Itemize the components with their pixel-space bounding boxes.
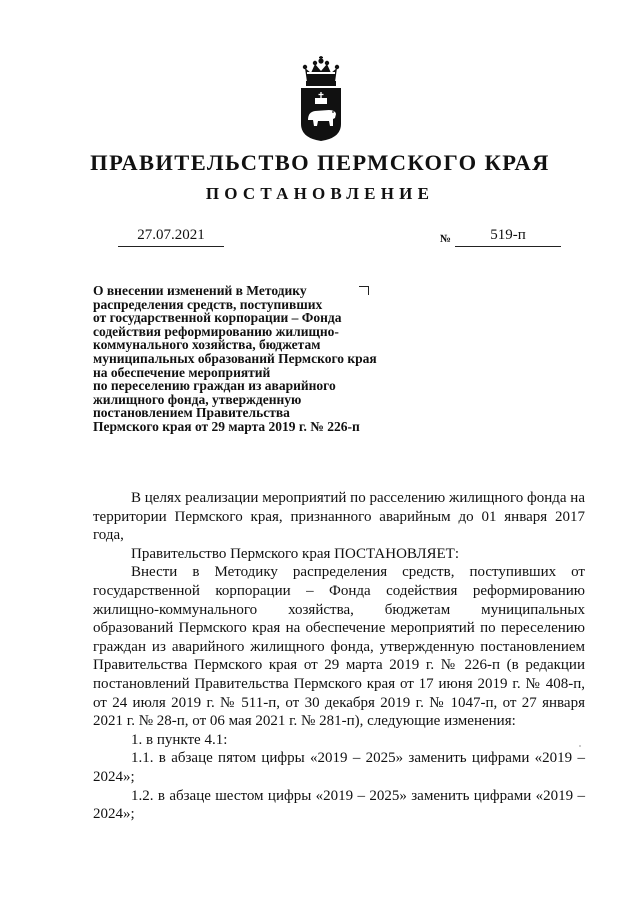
subject-line: распределения средств, поступивших <box>93 296 323 312</box>
subject-line: постановлением Правительства <box>93 405 290 421</box>
document-number: 519-п <box>455 224 561 247</box>
subject-line: на обеспечение мероприятий <box>93 364 271 380</box>
subject-line: от государственной корпорации – Фонда <box>93 310 342 326</box>
subject-line: муниципальных образований Пермского края <box>93 350 377 366</box>
paragraph-item-1-2: 1.2. в абзаце шестом цифры «2019 – 2025» заменить цифрами «2019 – 2024»; <box>93 787 585 823</box>
document-body <box>93 489 585 824</box>
coat-of-arms-icon <box>298 56 344 142</box>
scan-speck <box>579 745 581 747</box>
paragraph-resolves: Правительство Пермского края ПОСТАНОВЛЯЕТ: <box>131 545 460 562</box>
document-type: ПОСТАНОВЛЕНИЕ <box>205 184 435 203</box>
subject-line: О внесении изменений в Методику <box>93 283 307 298</box>
document-date: 27.07.2021 <box>118 224 224 247</box>
subject-line: жилищного фонда, утвержденную <box>93 391 302 407</box>
paragraph-item-1: 1. в пункте 4.1: <box>131 731 228 748</box>
organization-title: ПРАВИТЕЛЬСТВО ПЕРМСКОГО КРАЯ <box>90 150 550 175</box>
paragraph-amendment: Внести в Методику распределения средств, поступивших от государственной корпорации – Фонда содействия реформированию жилищно-коммунального хозяйства, бюджетам муниципальных образований Пермского края на обеспечение мероприятий по переселению граждан из аварийного жилищного фонда, утвержденную постановлением Правительства Пермского края от 29 марта 2019 г. № 226-п (в редакции постановлений Правительства Пермского края от 17 июня 2019 г. № 408-п, от 24 июля 2019 г. № 511-п, от 30 декабря 2019 г. № 1047-п, от 27 января 2021 г. № 28-п, от 06 мая 2021 г. № 281-п), следующие изменения: <box>93 564 585 730</box>
subject-line: коммунального хозяйства, бюджетам <box>93 337 321 353</box>
subject-line: Пермского края от 29 марта 2019 г. № 226-п <box>93 418 360 434</box>
document-subject <box>93 284 423 434</box>
number-label: № <box>440 233 452 245</box>
subject-line: содействия реформированию жилищно- <box>93 323 339 339</box>
paragraph-item-1-1: 1.1. в абзаце пятом цифры «2019 – 2025» заменить цифрами «2019 – 2024»; <box>93 750 585 785</box>
subject-line: по переселению граждан из аварийного <box>93 378 336 394</box>
paragraph-preamble: В целях реализации мероприятий по расселению жилищного фонда на территории Пермского края, признанного аварийным до 01 января 2017 года, <box>93 490 585 544</box>
